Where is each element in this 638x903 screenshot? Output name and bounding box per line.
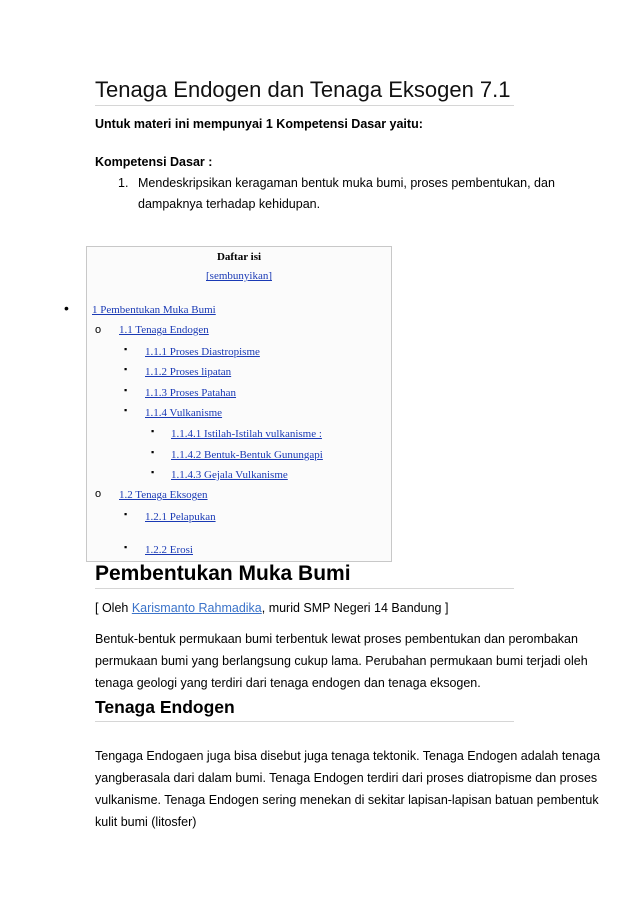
toc-box [86,246,392,562]
paragraph-line: Bentuk-bentuk permukaan bumi terbentuk lewat proses pembentukan dan perombakan [95,632,578,646]
paragraph-line: tenaga geologi yang terdiri dari tenaga endogen dan tenaga eksogen. [95,676,481,690]
toc-item-endogen[interactable]: 1.1 Tenaga Endogen [119,324,209,336]
page-title: Tenaga Endogen dan Tenaga Eksogen 7.1 [95,76,514,106]
bullet-square-icon: ▪ [124,364,128,374]
bullet-square-icon: ▪ [124,509,128,519]
byline-suffix: , murid SMP Negeri 14 Bandung ] [261,601,449,615]
toc-item-erosi[interactable]: 1.2.2 Erosi [145,544,193,556]
byline [95,598,448,619]
bullet-circle-icon: o [95,488,102,500]
bullet-circle-icon: o [95,324,102,336]
toc-item-istilah[interactable]: 1.1.4.1 Istilah-Istilah vulkanisme : [171,428,322,440]
bullet-square-icon: ▪ [124,344,128,354]
bullet-square-icon: ▪ [124,542,128,552]
bullet-square-icon: ▪ [151,426,155,436]
kd-item-number: 1. [118,176,129,190]
author-link[interactable]: Karismanto Rahmadika [131,601,262,615]
kd-label: Kompetensi Dasar : [95,155,213,169]
paragraph-line: yangberasala dari dalam bumi. Tenaga Endogen terdiri dari proses diatropisme dan proses [95,771,598,785]
bullet-disc-icon: • [64,300,69,316]
toc-item-pelapukan[interactable]: 1.2.1 Pelapukan [145,511,216,523]
bullet-square-icon: ▪ [124,385,128,395]
toc-item-vulkanisme[interactable]: 1.1.4 Vulkanisme [145,407,223,419]
toc-title: Daftar isi [216,251,262,263]
paragraph-line: kulit bumi (litosfer) [95,815,197,829]
toc-hide-toggle[interactable] [86,270,392,282]
intro-text: Untuk materi ini mempunyai 1 Kompetensi Dasar yaitu: [95,117,423,131]
paragraph-line: vulkanisme. Tenaga Endogen sering menekan di sekitar lapisan-lapisan batuan pembentuk [95,793,599,807]
toc-item-gunungapi[interactable]: 1.1.4.2 Bentuk-Bentuk Gunungapi [171,449,323,461]
bullet-square-icon: ▪ [151,447,155,457]
bullet-square-icon: ▪ [124,405,128,415]
byline-prefix: [ Oleh [95,601,132,615]
section-heading-endogen: Tenaga Endogen [95,695,514,722]
toc-item-lipatan[interactable]: 1.1.2 Proses lipatan [145,366,232,378]
paragraph-line: permukaan bumi yang berlangsung cukup lama. Perubahan permukaan bumi terjadi oleh [95,654,588,668]
toc-item-eksogen[interactable]: 1.2 Tenaga Eksogen [119,489,208,501]
kd-item-line-2: dampaknya terhadap kehidupan. [138,197,321,211]
bullet-square-icon: ▪ [151,467,155,477]
toc-item-pembentukan[interactable]: 1 Pembentukan Muka Bumi [92,304,216,316]
section-heading-pembentukan: Pembentukan Muka Bumi [95,561,514,589]
kd-item-line-1: Mendeskripsikan keragaman bentuk muka bumi, proses pembentukan, dan [138,176,555,190]
toc-item-diastropisme[interactable]: 1.1.1 Proses Diastropisme [145,346,260,358]
toc-item-patahan[interactable]: 1.1.3 Proses Patahan [145,387,237,399]
toc-hide-link[interactable]: [sembunyikan] [206,270,272,282]
paragraph-line: Tengaga Endogaen juga bisa disebut juga tenaga tektonik. Tenaga Endogen adalah tenaga [95,749,601,763]
toc-item-gejala[interactable]: 1.1.4.3 Gejala Vulkanisme [171,469,288,481]
